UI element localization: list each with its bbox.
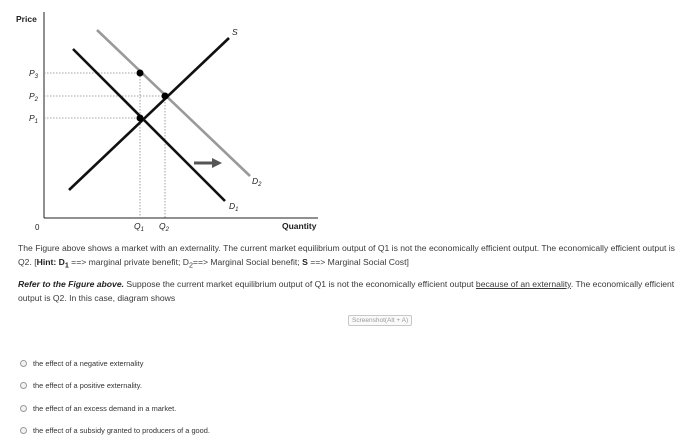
answer-option-1[interactable]	[20, 381, 142, 390]
shift-arrow	[194, 158, 222, 168]
para2-mid: Suppose the current market equilibrium output of Q1 is not the economically efficient output	[124, 279, 476, 289]
supply-label: S	[232, 27, 238, 37]
hint-sub1: 1	[64, 261, 69, 270]
hint-label: Hint: D	[36, 257, 65, 267]
supply-curve	[69, 38, 229, 190]
radio-button[interactable]	[20, 405, 27, 412]
para2-tail: . The economically efficient output is Q2. In this case, diagram shows	[18, 279, 675, 303]
x-axis-label: Quantity	[282, 221, 317, 231]
price-label-p1: $P_1$	[29, 113, 39, 125]
point-p1-q1	[137, 115, 144, 122]
hint-sub2: 2	[188, 261, 193, 270]
hint-rest1: ==> marginal private benefit; D	[68, 257, 189, 267]
hint-rest3: ==> Marginal Social Cost]	[307, 257, 409, 267]
answer-option-0[interactable]	[20, 359, 143, 368]
option-label: the effect of a positive externality.	[33, 381, 143, 390]
para2-underlined: because of an externality	[475, 279, 571, 289]
demand-curve-d1	[73, 49, 225, 201]
d1-label: $D_1$	[229, 201, 239, 213]
para2-lead: Refer to the Figure above.	[18, 279, 125, 289]
answer-option-2[interactable]	[20, 404, 176, 413]
demand-curve-d2	[97, 30, 250, 176]
radio-button[interactable]	[20, 382, 27, 389]
price-label-p3: $P_3$	[29, 68, 39, 80]
hint-rest2: ==> Marginal Social benefit;	[192, 257, 303, 267]
point-p3-q1	[137, 70, 144, 77]
guide-lines	[44, 73, 165, 218]
quantity-label-q1: $Q_1$	[134, 221, 144, 233]
price-label-p2: $P_2$	[29, 91, 39, 103]
answer-option-3[interactable]	[20, 426, 210, 435]
point-p2-q2	[162, 93, 169, 100]
question-paragraph-1	[18, 241, 683, 273]
radio-button[interactable]	[20, 427, 27, 434]
option-label: the effect of a subsidy granted to producers of a good.	[33, 426, 210, 435]
screenshot-button[interactable]: Screenshot(Alt + A)	[348, 315, 412, 326]
radio-button[interactable]	[20, 360, 27, 367]
option-label: the effect of a negative externality	[33, 359, 144, 368]
option-label: the effect of an excess demand in a market.	[33, 404, 177, 413]
quantity-label-q2: $Q_2$	[159, 221, 169, 233]
hint-s: S	[302, 257, 308, 267]
origin-label: 0	[35, 223, 40, 232]
d2-label: $D_2$	[252, 176, 262, 188]
question-paragraph-2	[18, 277, 683, 305]
para1-lead: The Figure above shows a market with an externality. The current market equilibrium output of Q1 is not the economically efficient output. The economically efficient output is Q2. [	[18, 243, 675, 267]
y-axis-label: Price	[16, 14, 37, 24]
